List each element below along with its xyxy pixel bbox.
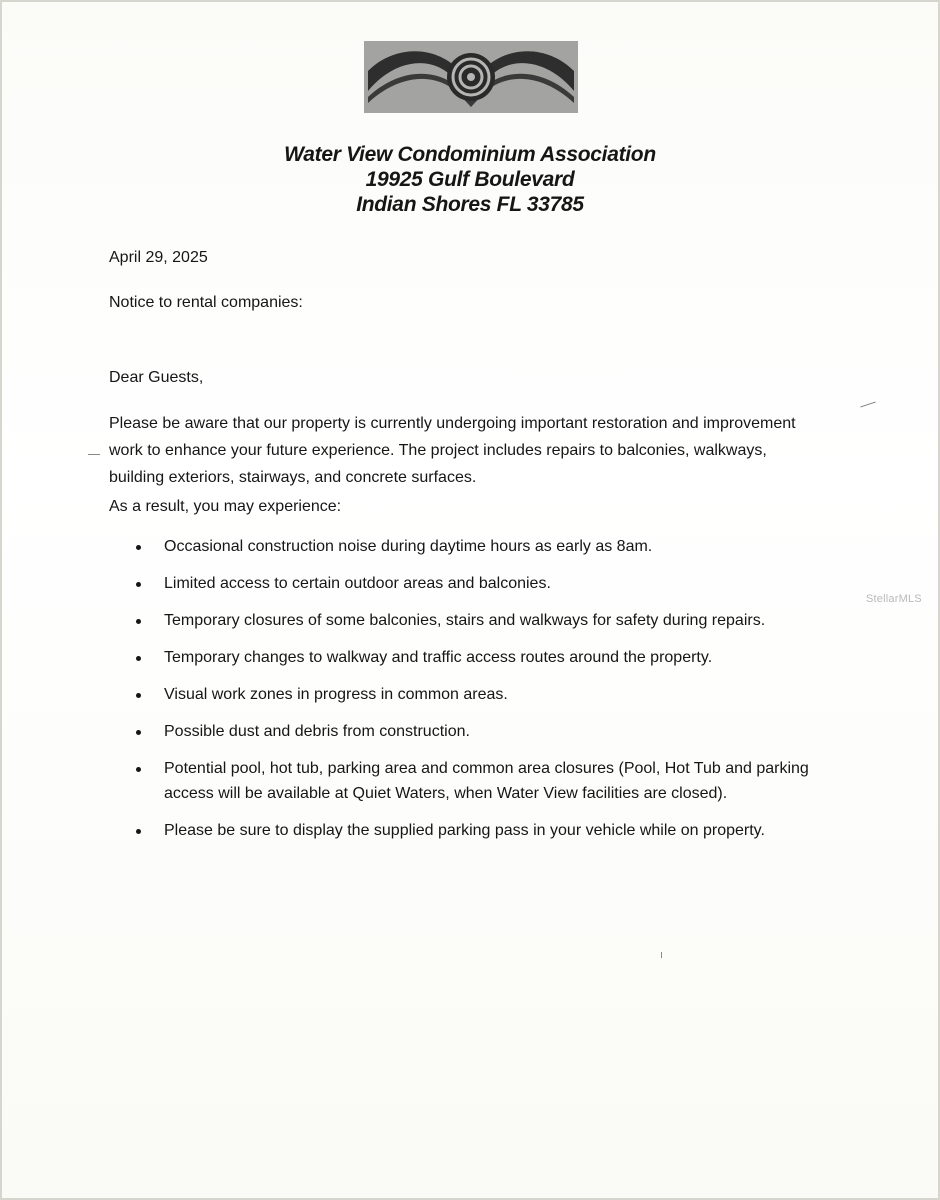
salutation: Dear Guests,	[109, 369, 204, 386]
paper-speck	[88, 454, 100, 455]
body-paragraph: Please be aware that our property is currently undergoing important restoration and improvement work to enhance your future experience. The project includes repairs to balconies, walkways, building exteriors, stairways, and concrete surfaces.	[109, 415, 796, 486]
bullet-icon	[136, 730, 141, 735]
list-item: Temporary closures of some balconies, stairs and walkways for safety during repairs.	[109, 608, 829, 633]
list-item: Temporary changes to walkway and traffic access routes around the property.	[109, 645, 829, 670]
bullet-icon	[136, 582, 141, 587]
letter-date: April 29, 2025	[109, 249, 208, 266]
watermark: StellarMLS	[866, 593, 922, 605]
notice-heading: Notice to rental companies:	[109, 294, 303, 311]
wave-spiral-logo-icon	[364, 41, 578, 113]
paper-speck	[661, 952, 662, 958]
association-city: Indian Shores FL 33785	[356, 193, 584, 216]
association-name: Water View Condominium Association	[284, 143, 656, 166]
association-street: 19925 Gulf Boulevard	[365, 168, 575, 191]
list-item: Please be sure to display the supplied parking pass in your vehicle while on property.	[109, 818, 829, 843]
bullet-icon	[136, 545, 141, 550]
bullet-icon	[136, 693, 141, 698]
bullet-icon	[136, 767, 141, 772]
association-header	[0, 142, 940, 217]
list-item: Possible dust and debris from construction.	[109, 719, 829, 744]
bullet-icon	[136, 829, 141, 834]
bullet-icon	[136, 619, 141, 624]
list-item: Visual work zones in progress in common areas.	[109, 682, 829, 707]
list-item: Occasional construction noise during daytime hours as early as 8am.	[109, 534, 829, 559]
bullet-icon	[136, 656, 141, 661]
list-item: Potential pool, hot tub, parking area and common area closures (Pool, Hot Tub and parking access will be available at Quiet Waters, when Water View facilities are closed).	[109, 756, 829, 806]
list-intro: As a result, you may experience:	[109, 498, 342, 515]
paper-speck	[860, 402, 876, 408]
list-item: Limited access to certain outdoor areas and balconies.	[109, 571, 829, 596]
impact-list	[109, 534, 829, 855]
